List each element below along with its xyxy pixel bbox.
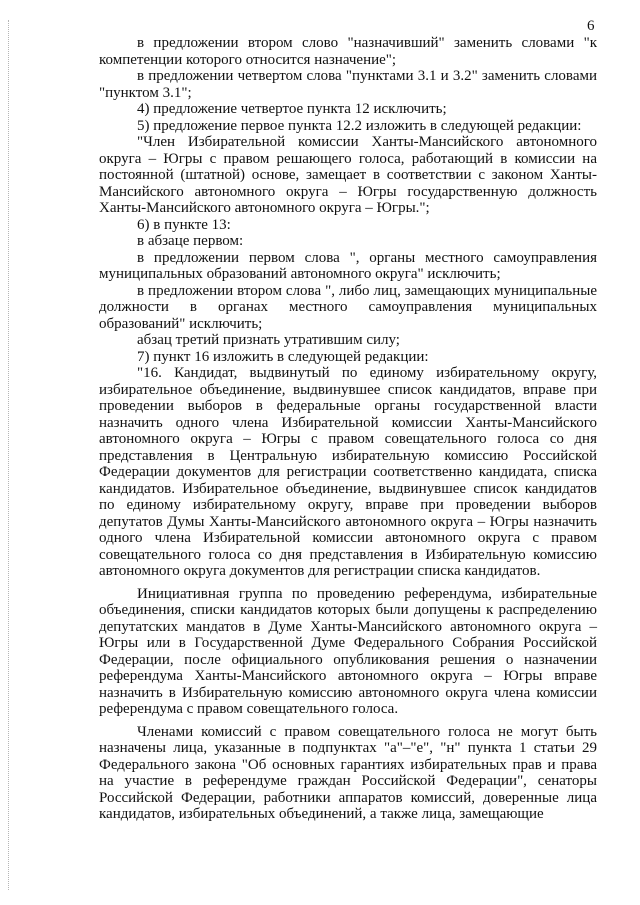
paragraph: в предложении втором слова ", либо лиц, замещающих муниципальные должности в органах местного самоуправления муниципальных образований" исключить; xyxy=(99,282,597,332)
paragraph: 7) пункт 16 изложить в следующей редакции: xyxy=(137,348,429,365)
paragraph: абзац третий признать утратившим силу; xyxy=(137,332,400,348)
paragraph: 4) предложение четвертое пункта 12 исключить; xyxy=(137,101,447,117)
document-body xyxy=(99,35,597,823)
quoted-paragraph: "16. Кандидат, выдвинутый по единому избирательному округу, избирательное объединение, выдвинувшее список кандидатов, вправе при проведении выборов в федеральные органы государственной власти назначить одного члена Избирательной комиссии Ханты-Мансийского автономного округа – Югры с правом совещательного голоса со дня представления в Центральную избирательную комиссию Российской Федерации документов для регистрации соответственно кандидата, списка кандидатов. Избирательное объединение, выдвинувшее список кандидатов по единому избирательному округу, вправе при проведении выборов депутатов Думы Ханты-Мансийского автономного округа – Югры назначить одного члена Избирательной комиссии автономного округа с правом совещательного голоса со дня представления в Избирательную комиссию автономного округа документов для регистрации списка кандидатов. xyxy=(99,365,597,579)
quoted-paragraph: "Член Избирательной комиссии Ханты-Мансийского автономного округа – Югры с правом решающего голоса, работающий в комиссии на постоянной (штатной) основе, замещает в соответствии с законом Ханты-Мансийского автономного округа – Югры государственную должность Ханты-Мансийского автономного округа – Югры."; xyxy=(99,134,597,216)
page-number: 6 xyxy=(587,18,595,34)
paragraph: Членами комиссий с правом совещательного голоса не могут быть назначены лица, указанные в подпунктах "а"–"е", "н" пункта 1 статьи 29 Федерального закона "Об основных гарантиях избирательных прав и права на участие в референдуме граждан Российской Федерации", сенаторы Российской Федерации, работники аппаратов комиссий, доверенные лица кандидатов, избирательных объединений, а также лица, замещающие xyxy=(99,723,597,822)
paragraph: в предложении втором слово "назначивший" заменить словами "к компетенции которого относится назначение"; xyxy=(99,35,597,68)
paragraph: в предложении первом слова ", органы местного самоуправления муниципальных образований автономного округа" исключить; xyxy=(99,249,597,282)
paragraph: 6) в пункте 13: xyxy=(137,216,231,233)
scan-binding-edge xyxy=(8,20,10,890)
paragraph: Инициативная группа по проведению референдума, избирательные объединения, списки кандидатов которых были допущены к распределению депутатских мандатов в Думе Ханты-Мансийского автономного округа – Югры или в Государственной Думе Федерального Собрания Российской Федерации, после официального опубликования решения о назначении референдума Ханты-Мансийского автономного округа – Югры вправе назначить в Избирательную комиссию автономного округа члена комиссии референдума с правом совещательного голоса. xyxy=(99,585,597,717)
paragraph: 5) предложение первое пункта 12.2 изложить в следующей редакции: xyxy=(137,117,582,134)
paragraph: в абзаце первом: xyxy=(137,233,244,249)
paragraph: в предложении четвертом слова "пунктами 3.1 и 3.2" заменить словами "пунктом 3.1"; xyxy=(99,68,597,101)
